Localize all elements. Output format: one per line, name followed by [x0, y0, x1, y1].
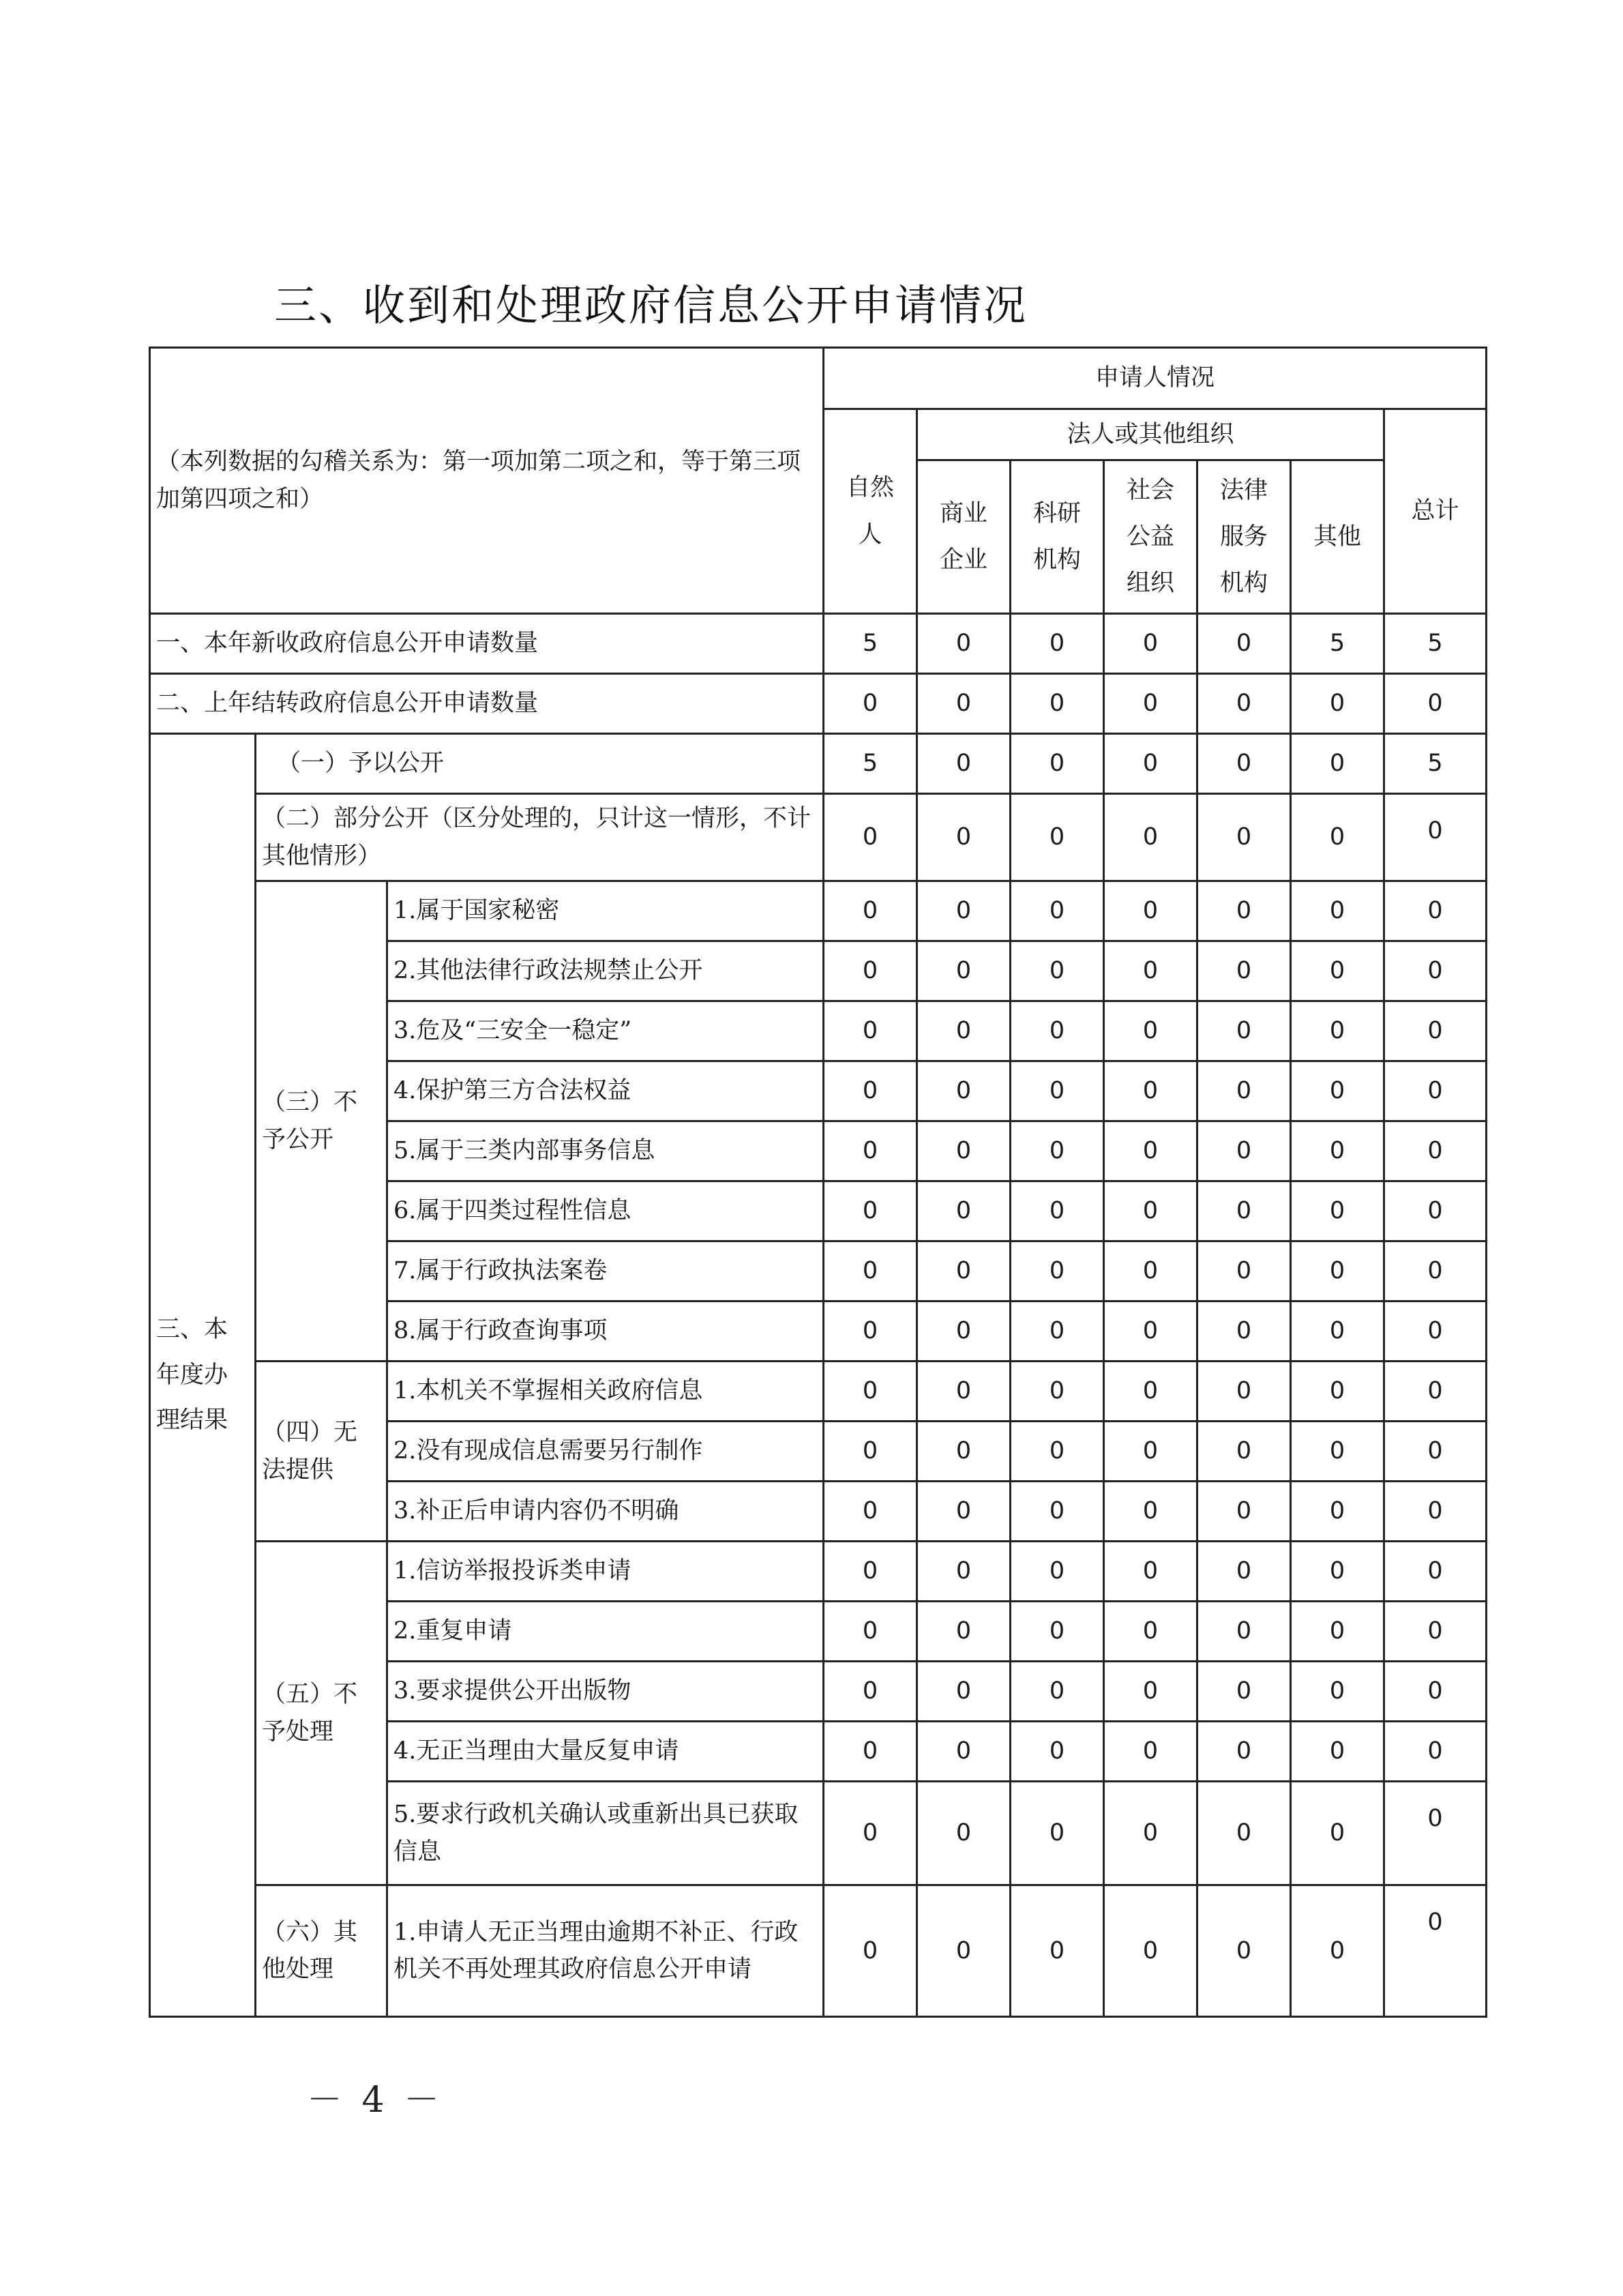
cell-value: 0: [917, 1782, 1011, 1885]
cell-value: 0: [1011, 1061, 1104, 1121]
row-label: 1.本机关不掌握相关政府信息: [387, 1362, 824, 1422]
row-label: 1.属于国家秘密: [387, 881, 824, 941]
cell-value: 0: [824, 881, 917, 941]
cell-value: 0: [1291, 881, 1384, 941]
cell-value: 0: [824, 1542, 917, 1602]
cell-value: 0: [1011, 881, 1104, 941]
cell-value: 0: [824, 1181, 917, 1241]
cell-value: 0: [1384, 1241, 1487, 1301]
cell-value: 0: [824, 1362, 917, 1422]
cell-value: 0: [1011, 1301, 1104, 1362]
cell-value: 0: [917, 614, 1011, 674]
cell-value: 0: [1197, 1482, 1291, 1542]
cell-value: 0: [1291, 1301, 1384, 1362]
cell-value: 0: [1384, 881, 1487, 941]
cell-value: 0: [1011, 1422, 1104, 1482]
header-col-total: 总计: [1384, 409, 1487, 614]
cell-value: 0: [1011, 614, 1104, 674]
cell-value: 0: [1197, 1121, 1291, 1181]
cell-value: 0: [1104, 1362, 1197, 1422]
cell-value: 0: [917, 1061, 1011, 1121]
cell-value: 0: [1197, 1782, 1291, 1885]
cell-value: 0: [917, 1602, 1011, 1662]
row-label: 二、上年结转政府信息公开申请数量: [150, 674, 824, 734]
cell-value: 0: [1104, 1602, 1197, 1662]
cell-value: 0: [824, 1121, 917, 1181]
header-row-1: [150, 348, 1487, 409]
cell-value: 0: [1384, 1482, 1487, 1542]
table-row: [150, 734, 1487, 794]
cell-value: 0: [1384, 1422, 1487, 1482]
cell-value: 0: [1011, 674, 1104, 734]
cell-value: 0: [1291, 1782, 1384, 1885]
row-label: （一）予以公开: [256, 734, 824, 794]
disclosure-requests-table: [149, 347, 1487, 2018]
cell-value: 0: [1011, 1542, 1104, 1602]
cell-value: 0: [824, 1241, 917, 1301]
cell-value: 0: [1291, 794, 1384, 881]
cell-value: 0: [1384, 941, 1487, 1001]
cell-value: 0: [917, 1241, 1011, 1301]
row-label: 2.其他法律行政法规禁止公开: [387, 941, 824, 1001]
row-label: 4.无正当理由大量反复申请: [387, 1722, 824, 1782]
row-label: 7.属于行政执法案卷: [387, 1241, 824, 1301]
cell-value: 0: [1011, 1662, 1104, 1722]
cell-value: 0: [1104, 1722, 1197, 1782]
cell-value: 0: [1104, 1181, 1197, 1241]
table-row: [150, 794, 1487, 881]
header-note: （本列数据的勾稽关系为：第一项加第二项之和，等于第三项加第四项之和）: [150, 348, 824, 614]
cell-value: 0: [824, 674, 917, 734]
row-label: 3.要求提供公开出版物: [387, 1662, 824, 1722]
cell-value: 0: [1384, 1301, 1487, 1362]
header-col-other: 其他: [1291, 460, 1384, 614]
row-label: 1.申请人无正当理由逾期不补正、行政机关不再处理其政府信息公开申请: [387, 1885, 824, 2017]
cell-value: 0: [824, 1885, 917, 2017]
cell-value: 0: [1291, 941, 1384, 1001]
cell-value: 0: [824, 1662, 917, 1722]
cell-value: 0: [824, 941, 917, 1001]
cell-value: 0: [917, 1542, 1011, 1602]
cell-value: 0: [917, 1301, 1011, 1362]
table-row: [150, 881, 1487, 941]
row-label: 5.要求行政机关确认或重新出具已获取信息: [387, 1782, 824, 1885]
cell-value: 0: [1011, 1181, 1104, 1241]
cell-value: 0: [1291, 1662, 1384, 1722]
table-row: [150, 1885, 1487, 2017]
cell-value: 0: [1104, 1121, 1197, 1181]
cell-value: 0: [1197, 1602, 1291, 1662]
section-title: 三、收到和处理政府信息公开申请情况: [274, 280, 1028, 330]
cell-value: 0: [824, 1722, 917, 1782]
header-col-legal-service: 法律服务机构: [1197, 460, 1291, 614]
cell-value: 0: [917, 1362, 1011, 1422]
cell-value: 0: [824, 1001, 917, 1061]
cell-value: 0: [824, 1782, 917, 1885]
page-number: － 4 －: [306, 2080, 444, 2121]
cell-value: 0: [1104, 1482, 1197, 1542]
cell-value: 0: [1011, 794, 1104, 881]
row-label: 2.没有现成信息需要另行制作: [387, 1422, 824, 1482]
group-label: （三）不予公开: [256, 881, 387, 1362]
table-row: [150, 614, 1487, 674]
cell-value: 0: [1197, 881, 1291, 941]
cell-value: 0: [1291, 1482, 1384, 1542]
cell-value: 5: [824, 614, 917, 674]
cell-value: 0: [1384, 794, 1487, 881]
cell-value: 0: [1197, 1722, 1291, 1782]
cell-value: 0: [1197, 1422, 1291, 1482]
header-col-business: 商业企业: [917, 460, 1011, 614]
cell-value: 0: [1291, 1121, 1384, 1181]
cell-value: 0: [824, 794, 917, 881]
cell-value: 0: [1384, 674, 1487, 734]
header-applicant: 申请人情况: [824, 348, 1487, 409]
cell-value: 0: [1291, 734, 1384, 794]
cell-value: 0: [824, 1061, 917, 1121]
cell-value: 0: [917, 1181, 1011, 1241]
cell-value: 0: [1384, 1362, 1487, 1422]
group-label: （四）无法提供: [256, 1362, 387, 1542]
cell-value: 0: [1291, 1542, 1384, 1602]
cell-value: 0: [1384, 1662, 1487, 1722]
cell-value: 0: [917, 1121, 1011, 1181]
row-label: 3.危及“三安全一稳定”: [387, 1001, 824, 1061]
cell-value: 0: [1011, 1001, 1104, 1061]
cell-value: 0: [1011, 1121, 1104, 1181]
cell-value: 0: [1011, 1885, 1104, 2017]
cell-value: 0: [1104, 674, 1197, 734]
cell-value: 0: [1291, 1181, 1384, 1241]
cell-value: 0: [1291, 1422, 1384, 1482]
cell-value: 0: [1197, 941, 1291, 1001]
header-col-natural-person: 自然人: [824, 409, 917, 614]
cell-value: 5: [1384, 734, 1487, 794]
cell-value: 0: [917, 794, 1011, 881]
cell-value: 0: [1197, 1662, 1291, 1722]
cell-value: 0: [824, 1602, 917, 1662]
cell-value: 0: [1104, 1001, 1197, 1061]
cell-value: 0: [1197, 674, 1291, 734]
cell-value: 0: [1197, 794, 1291, 881]
cell-value: 0: [1104, 734, 1197, 794]
cell-value: 0: [1384, 1885, 1487, 2017]
cell-value: 0: [1104, 1662, 1197, 1722]
cell-value: 0: [1197, 1542, 1291, 1602]
cell-value: 0: [1197, 734, 1291, 794]
cell-value: 0: [1104, 614, 1197, 674]
cell-value: 0: [1104, 1301, 1197, 1362]
cell-value: 0: [1011, 734, 1104, 794]
cell-value: 0: [1011, 1722, 1104, 1782]
cell-value: 0: [917, 1482, 1011, 1542]
row-label: 2.重复申请: [387, 1602, 824, 1662]
cell-value: 0: [1291, 674, 1384, 734]
cell-value: 0: [917, 1662, 1011, 1722]
cell-value: 0: [1384, 1181, 1487, 1241]
cell-value: 0: [1291, 1061, 1384, 1121]
section-label: 三、本年度办理结果: [150, 734, 256, 2017]
cell-value: 0: [917, 734, 1011, 794]
cell-value: 0: [1104, 1061, 1197, 1121]
cell-value: 0: [1291, 1602, 1384, 1662]
cell-value: 0: [1011, 941, 1104, 1001]
table-row: [150, 1362, 1487, 1422]
row-label: 一、本年新收政府信息公开申请数量: [150, 614, 824, 674]
cell-value: 0: [1104, 881, 1197, 941]
cell-value: 0: [1104, 1542, 1197, 1602]
cell-value: 5: [1384, 614, 1487, 674]
cell-value: 0: [1291, 1722, 1384, 1782]
cell-value: 0: [824, 1301, 917, 1362]
cell-value: 5: [824, 734, 917, 794]
cell-value: 0: [824, 1422, 917, 1482]
cell-value: 0: [1104, 794, 1197, 881]
cell-value: 0: [1197, 1001, 1291, 1061]
row-label: 6.属于四类过程性信息: [387, 1181, 824, 1241]
cell-value: 0: [1384, 1602, 1487, 1662]
cell-value: 0: [1197, 1061, 1291, 1121]
cell-value: 0: [1291, 1241, 1384, 1301]
row-label: 8.属于行政查询事项: [387, 1301, 824, 1362]
row-label: 1.信访举报投诉类申请: [387, 1542, 824, 1602]
cell-value: 0: [1384, 1542, 1487, 1602]
cell-value: 0: [917, 941, 1011, 1001]
cell-value: 0: [1011, 1362, 1104, 1422]
cell-value: 0: [1291, 1885, 1384, 2017]
cell-value: 0: [917, 1722, 1011, 1782]
cell-value: 0: [1104, 1782, 1197, 1885]
cell-value: 0: [1104, 1422, 1197, 1482]
cell-value: 0: [1197, 1241, 1291, 1301]
row-label: 3.补正后申请内容仍不明确: [387, 1482, 824, 1542]
cell-value: 0: [1197, 1181, 1291, 1241]
row-label: （二）部分公开（区分处理的，只计这一情形，不计其他情形）: [256, 794, 824, 881]
cell-value: 0: [1384, 1782, 1487, 1885]
cell-value: 0: [917, 1422, 1011, 1482]
group-label: （五）不予处理: [256, 1542, 387, 1885]
cell-value: 0: [1197, 1301, 1291, 1362]
header-col-public-welfare: 社会公益组织: [1104, 460, 1197, 614]
cell-value: 0: [1197, 614, 1291, 674]
cell-value: 5: [1291, 614, 1384, 674]
cell-value: 0: [1384, 1061, 1487, 1121]
header-legal-group: 法人或其他组织: [917, 409, 1384, 460]
cell-value: 0: [1104, 1885, 1197, 2017]
cell-value: 0: [824, 1482, 917, 1542]
cell-value: 0: [1104, 1241, 1197, 1301]
header-col-research: 科研机构: [1011, 460, 1104, 614]
cell-value: 0: [1011, 1602, 1104, 1662]
cell-value: 0: [1384, 1722, 1487, 1782]
table-row: [150, 674, 1487, 734]
cell-value: 0: [1011, 1241, 1104, 1301]
cell-value: 0: [917, 1885, 1011, 2017]
cell-value: 0: [917, 674, 1011, 734]
table-row: [150, 1542, 1487, 1602]
cell-value: 0: [1011, 1482, 1104, 1542]
group-label: （六）其他处理: [256, 1885, 387, 2017]
cell-value: 0: [1197, 1885, 1291, 2017]
cell-value: 0: [917, 881, 1011, 941]
row-label: 5.属于三类内部事务信息: [387, 1121, 824, 1181]
cell-value: 0: [917, 1001, 1011, 1061]
row-label: 4.保护第三方合法权益: [387, 1061, 824, 1121]
cell-value: 0: [1291, 1001, 1384, 1061]
cell-value: 0: [1384, 1001, 1487, 1061]
cell-value: 0: [1011, 1782, 1104, 1885]
cell-value: 0: [1291, 1362, 1384, 1422]
cell-value: 0: [1104, 941, 1197, 1001]
cell-value: 0: [1197, 1362, 1291, 1422]
cell-value: 0: [1384, 1121, 1487, 1181]
